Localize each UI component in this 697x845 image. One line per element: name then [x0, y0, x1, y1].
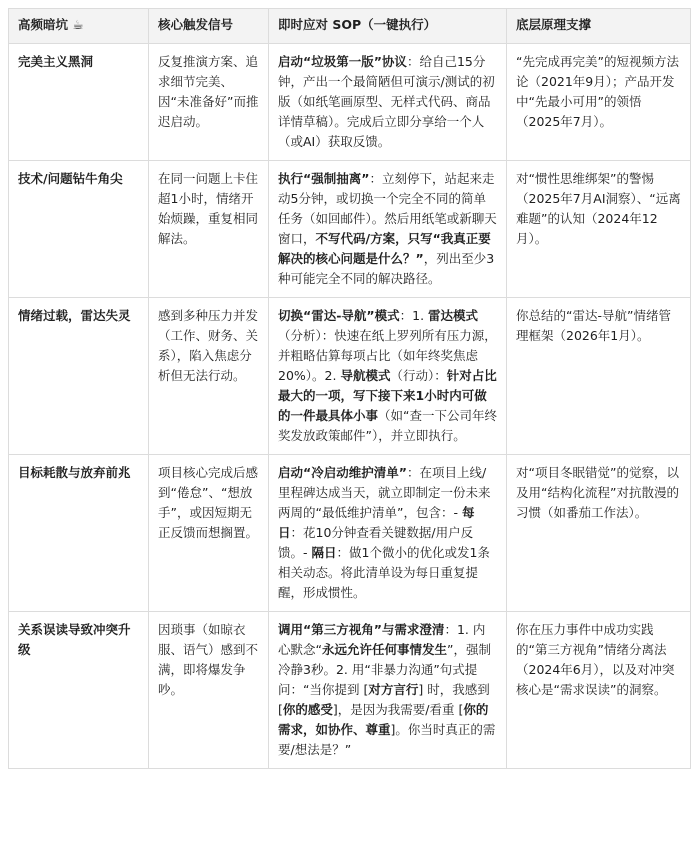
basis-cell: “先完成再完美”的短视频方法论（2021年9月）；产品开发中“先最小可用”的领悟（2025年7月）。 [507, 44, 691, 161]
header-basis: 底层原理支撑 [507, 9, 691, 44]
sop-text: ：在项目上线/里程碑达成当天，就立即制定一份未来两周的“最低维护清单”，包含：- [278, 465, 491, 520]
header-sop: 即时应对 SOP（一键执行） [269, 9, 507, 44]
sop-emphasis: 导航模式 [340, 368, 391, 383]
sop-cell [269, 612, 507, 769]
basis-cell: 对“项目冬眠错觉”的觉察，以及用“结构化流程”对抗散漫的习惯（如番茄工作法）。 [507, 455, 691, 612]
basis-cell: 对“惯性思维绑架”的警惕（2025年7月AI洞察）、“远离难题”的认知（2024年12月）。 [507, 161, 691, 298]
signal-cell: 项目核心完成后感到“倦怠”、“想放手”，或因短期无正反馈而想搁置。 [149, 455, 269, 612]
header-pit: 高频暗坑 ☕ [9, 9, 149, 44]
sop-emphasis: 针对占比最大的一项，写下接下来1小时内可做的一件最具体小事 [278, 368, 497, 423]
sop-text: ]，是因为我需要/看重 [ [332, 702, 464, 717]
sop-cell [269, 455, 507, 612]
table-row [9, 161, 691, 298]
signal-cell: 在同一问题上卡住超1小时，情绪开始烦躁，重复相同解法。 [149, 161, 269, 298]
signal-cell: 感到多种压力并发（工作、财务、关系），陷入焦虑分析但无法行动。 [149, 298, 269, 455]
sop-emphasis: 不写代码/方案，只写“我真正要解决的核心问题是什么？” [278, 231, 491, 266]
sop-text: ：给自己15分钟，产出一个最简陋但可演示/测试的初版（如纸笔画原型、无样式代码、商品详情草稿）。完成后立即分享给一个人（或AI）获取反馈。 [278, 54, 495, 149]
sop-emphasis: 每日 [278, 505, 475, 540]
pit-cell: 技术/问题钻牛角尖 [9, 161, 149, 298]
table-row [9, 298, 691, 455]
sop-cell [269, 161, 507, 298]
sop-emphasis: 启动“冷启动维护清单” [278, 465, 407, 480]
sop-cell [269, 298, 507, 455]
sop-text: ]。你当时真正的需要/想法是？” [278, 722, 496, 757]
sop-emphasis: 切换“雷达-导航”模式 [278, 308, 400, 323]
sop-emphasis: 雷达模式 [428, 308, 479, 323]
pit-cell: 情绪过载，雷达失灵 [9, 298, 149, 455]
pit-cell: 目标耗散与放弃前兆 [9, 455, 149, 612]
sop-text: ：做1个微小的优化或发1条相关动态。将此清单设为每日重复提醒，形成惯性。 [278, 545, 490, 600]
pit-cell: 完美主义黑洞 [9, 44, 149, 161]
sop-text: （分析）：快速在纸上罗列所有压力源，并粗略估算每项占比（如年终奖焦虑20%）。2. [278, 328, 497, 383]
header-signal: 核心触发信号 [149, 9, 269, 44]
table-row [9, 455, 691, 612]
sop-text: ：立刻停下，站起来走动5分钟，或切换一个完全不同的简单任务（如回邮件）。然后用纸笔或新聊天窗口， [278, 171, 497, 246]
basis-cell: 你在压力事件中成功实践的“第三方视角”情绪分离法（2024年6月），以及对冲突核心是“需求误读”的洞察。 [507, 612, 691, 769]
sop-text: （如“查一下公司年终奖发放政策邮件”），并立即执行。 [278, 408, 497, 443]
sop-emphasis: 你的需求，如协作、尊重 [278, 702, 489, 737]
table-row [9, 612, 691, 769]
sop-text: （行动）： [390, 368, 447, 383]
sop-text: ：1. 内心默念“ [278, 622, 486, 657]
sop-text: ，列出至少3种可能完全不同的解决路径。 [278, 251, 495, 286]
sop-emphasis: 对方言行 [368, 682, 419, 697]
sop-cell [269, 44, 507, 161]
sop-table [8, 8, 691, 769]
basis-cell: 你总结的“雷达-导航”情绪管理框架（2026年1月）。 [507, 298, 691, 455]
sop-emphasis: 启动“垃圾第一版”协议 [278, 54, 407, 69]
table-header-row [9, 9, 691, 44]
table-row [9, 44, 691, 161]
signal-cell: 因琐事（如晾衣服、语气）感到不满，即将爆发争吵。 [149, 612, 269, 769]
sop-emphasis: 隔日 [311, 545, 337, 560]
sop-text: ：花10分钟查看关键数据/用户反馈。- [278, 525, 474, 560]
signal-cell: 反复推演方案、追求细节完美、因“未准备好”而推迟启动。 [149, 44, 269, 161]
sop-emphasis: 你的感受 [282, 702, 333, 717]
sop-emphasis: 执行“强制抽离” [278, 171, 370, 186]
sop-text: ：1. [399, 308, 429, 323]
sop-emphasis: 永远允许任何事情发生 [321, 642, 447, 657]
sop-text: ”，强制冷静3秒。2. 用“非暴力沟通”句式提问：“当你提到 [ [278, 642, 491, 697]
sop-emphasis: 调用“第三方视角”与需求澄清 [278, 622, 445, 637]
pit-cell: 关系误读导致冲突升级 [9, 612, 149, 769]
sop-text: ] 时，我感到 [ [278, 682, 490, 717]
